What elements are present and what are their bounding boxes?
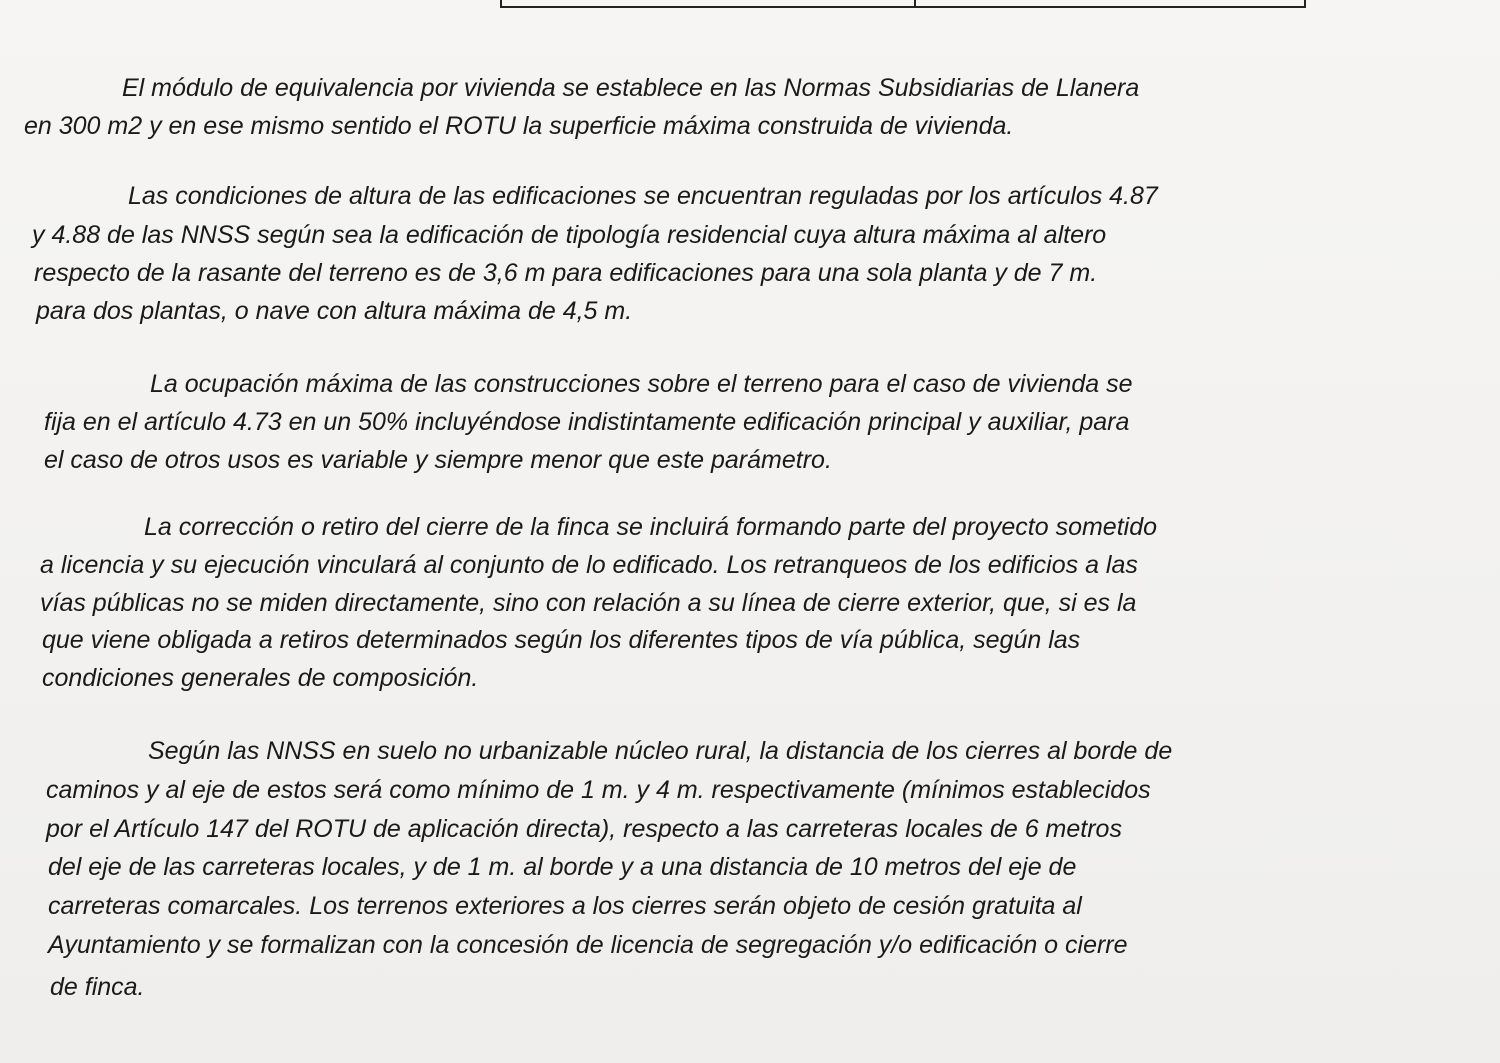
text-line: Ayuntamiento y se formalizan con la concesión de licencia de segregación y/o edificación o cierre bbox=[48, 931, 1128, 959]
text-line: en 300 m2 y en ese mismo sentido el ROTU la superficie máxima construida de vivienda. bbox=[24, 112, 1014, 140]
text-line: respecto de la rasante del terreno es de 3,6 m para edificaciones para una sola planta y de 7 m. bbox=[34, 259, 1098, 287]
text-line: caminos y al eje de estos será como mínimo de 1 m. y 4 m. respectivamente (mínimos establecidos bbox=[46, 776, 1151, 804]
text-line: fija en el artículo 4.73 en un 50% incluyéndose indistintamente edificación principal y auxiliar, para bbox=[44, 408, 1130, 436]
text-line: y 4.88 de las NNSS según sea la edificación de tipología residencial cuya altura máxima al altero bbox=[32, 221, 1107, 249]
text-line: La ocupación máxima de las construcciones sobre el terreno para el caso de vivienda se bbox=[150, 370, 1133, 398]
text-line: Según las NNSS en suelo no urbanizable núcleo rural, la distancia de los cierres al borde de bbox=[148, 737, 1173, 765]
text-line: Las condiciones de altura de las edificaciones se encuentran reguladas por los artículos 4.87 bbox=[128, 182, 1158, 210]
text-line: condiciones generales de composición. bbox=[42, 664, 479, 692]
text-line: a licencia y su ejecución vinculará al conjunto de lo edificado. Los retranqueos de los edificios a las bbox=[40, 551, 1138, 579]
text-line: que viene obligada a retiros determinados según los diferentes tipos de vía pública, según las bbox=[42, 626, 1081, 654]
table-fragment bbox=[500, 0, 1306, 8]
text-line: vías públicas no se miden directamente, sino con relación a su línea de cierre exterior, que, si es la bbox=[40, 589, 1137, 617]
text-line: carreteras comarcales. Los terrenos exteriores a los cierres serán objeto de cesión gratuita al bbox=[48, 892, 1082, 920]
text-line: de finca. bbox=[50, 973, 145, 1001]
text-line: el caso de otros usos es variable y siempre menor que este parámetro. bbox=[44, 446, 832, 474]
text-line: El módulo de equivalencia por vivienda se establece en las Normas Subsidiarias de Llanera bbox=[122, 74, 1140, 102]
text-line: para dos plantas, o nave con altura máxima de 4,5 m. bbox=[36, 297, 633, 325]
table-column-divider bbox=[914, 0, 916, 8]
text-line: del eje de las carreteras locales, y de 1 m. al borde y a una distancia de 10 metros del eje de bbox=[48, 853, 1077, 881]
text-line: por el Artículo 147 del ROTU de aplicación directa), respecto a las carreteras locales de 6 metros bbox=[46, 815, 1122, 843]
text-line: La corrección o retiro del cierre de la finca se incluirá formando parte del proyecto sometido bbox=[144, 513, 1158, 541]
